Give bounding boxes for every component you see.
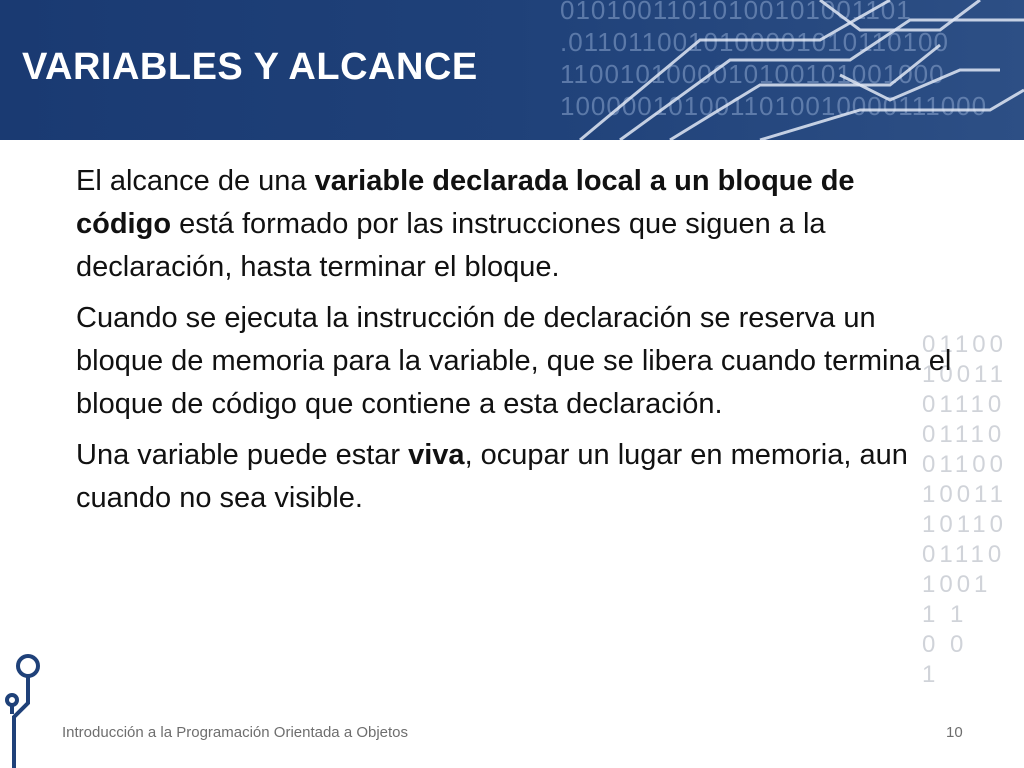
paragraph-text: está formado por las instrucciones que siguen a la declaración, hasta terminar el bloque.: [76, 208, 826, 283]
paragraph-alive: [76, 434, 956, 520]
paragraph-text: Cuando se ejecuta la instrucción de declaración se reserva un bloque de memoria para la variable, que se libera cuando termina el bloque de código que contiene a esta declaración.: [76, 302, 952, 420]
header-circuit-lines: [560, 0, 1024, 140]
slide-body: [76, 160, 956, 528]
paragraph-text: El alcance de una: [76, 165, 315, 197]
paragraph-memory: [76, 297, 956, 426]
circuit-decoration-icon: [0, 648, 60, 768]
emphasis-text: viva: [408, 439, 465, 471]
side-binary-pattern: 01100 10011 01110 01110 01100 10011 10110 01110 1001 1 1 0 0 1: [922, 331, 1007, 688]
header-binary-pattern: 01010011010100101001101 .0110110010100001010110100 1100101000010100101001000 1000001010011010010000111000: [560, 0, 988, 121]
page-number: 10: [946, 724, 963, 741]
paragraph-text: , ocupar un lugar en memoria, aun cuando no sea visible.: [76, 439, 908, 514]
paragraph-text: Una variable puede estar: [76, 439, 409, 471]
paragraph-scope: [76, 160, 956, 289]
footer-course-title: Introducción a la Programación Orientada a Objetos: [62, 724, 409, 741]
slide-title: VARIABLES Y ALCANCE: [22, 46, 478, 88]
title-banner: [0, 0, 1024, 140]
emphasis-text: variable declarada local a un bloque de código: [76, 165, 855, 240]
